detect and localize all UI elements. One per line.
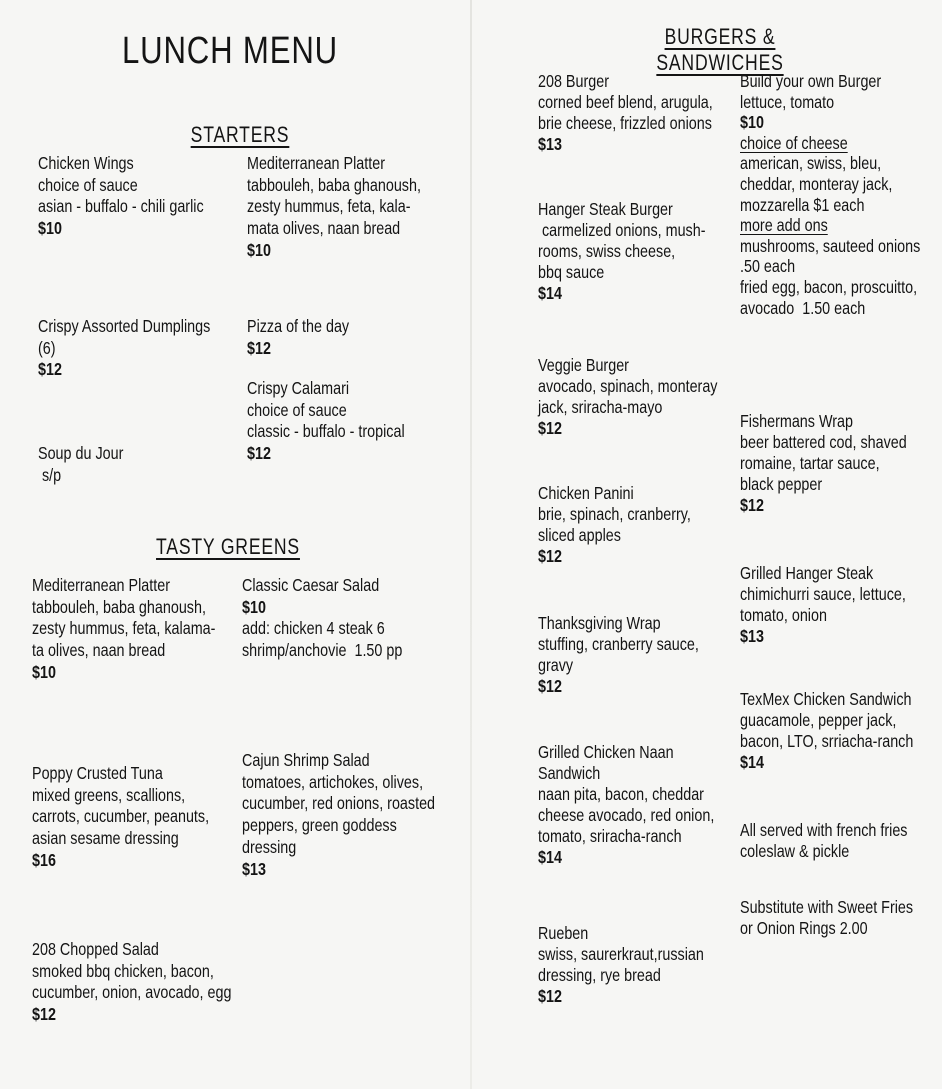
- item-price: $12: [38, 359, 62, 380]
- item-price: $12: [538, 676, 562, 696]
- item-name: Classic Caesar Salad: [242, 575, 380, 595]
- item-name: Pizza of the day: [247, 316, 350, 336]
- item-desc: lettuce, tomato: [740, 91, 835, 112]
- burger-208: [538, 71, 713, 155]
- cheese-option: american, swiss, bleu,: [740, 153, 882, 174]
- item-name: Grilled Chicken Naan: [538, 742, 674, 762]
- item-desc: (6): [38, 337, 56, 358]
- item-name: Poppy Crusted Tuna: [32, 763, 163, 783]
- greens-cajun-shrimp: [242, 750, 435, 880]
- addon-option: fried egg, bacon, proscuitto,: [740, 276, 918, 297]
- greens-mediterranean-platter: [32, 575, 215, 684]
- item-desc: peppers, green goddess: [242, 815, 397, 836]
- menu-title: LUNCH MENU: [122, 30, 338, 72]
- item-name: Chicken Panini: [538, 483, 634, 503]
- item-desc: zesty hummus, feta, kala-: [247, 196, 411, 217]
- burger-build-your-own: [740, 71, 920, 318]
- item-desc: cheese avocado, red onion,: [538, 805, 715, 825]
- item-desc: carmelized onions, mush-: [538, 220, 706, 240]
- item-desc: classic - buffalo - tropical: [247, 421, 405, 442]
- item-desc: mixed greens, scallions,: [32, 784, 186, 805]
- starter-soup: [38, 443, 123, 486]
- item-price: $10: [38, 218, 62, 239]
- greens-chopped-salad: [32, 939, 231, 1026]
- greens-poppy-tuna: [32, 763, 209, 872]
- item-desc: naan pita, bacon, cheddar: [538, 784, 704, 804]
- cheese-option: mozzarella $1 each: [740, 194, 865, 215]
- greens-heading: TASTY GREENS: [156, 534, 300, 559]
- item-desc: cucumber, onion, avocado, egg: [32, 982, 232, 1003]
- starters-heading: STARTERS: [190, 122, 290, 147]
- item-desc: rooms, swiss cheese,: [538, 241, 676, 261]
- item-desc: bacon, LTO, srriacha-ranch: [740, 731, 914, 751]
- item-price: $14: [740, 752, 764, 772]
- starter-calamari: [247, 378, 405, 465]
- page-fold: [470, 0, 472, 1089]
- item-price: $12: [538, 418, 562, 438]
- sandwich-grilled-chicken-naan: [538, 742, 714, 868]
- item-name: Grilled Hanger Steak: [740, 563, 874, 583]
- item-price: $14: [538, 283, 562, 303]
- item-name: Mediterranean Platter: [247, 153, 386, 173]
- item-desc: asian sesame dressing: [32, 828, 179, 849]
- item-name: Soup du Jour: [38, 443, 124, 463]
- item-desc: dressing, rye bread: [538, 965, 661, 985]
- item-price: $12: [538, 986, 562, 1006]
- item-desc: choice of sauce: [247, 399, 347, 420]
- item-price: $12: [538, 546, 562, 566]
- greens-caesar: [242, 575, 402, 662]
- item-price: $12: [247, 337, 271, 358]
- item-price: $10: [247, 239, 271, 260]
- item-price: $13: [740, 626, 764, 646]
- item-desc: carrots, cucumber, peanuts,: [32, 806, 210, 827]
- addon-option: mushrooms, sauteed onions: [740, 235, 921, 256]
- item-addon: shrimp/anchovie 1.50 pp: [242, 640, 403, 661]
- item-desc: dressing: [242, 836, 297, 857]
- item-price: $13: [538, 134, 562, 154]
- item-name: Fishermans Wrap: [740, 411, 853, 431]
- starter-mediterranean-platter: [247, 153, 421, 262]
- substitute-note: [740, 897, 913, 939]
- item-desc: Sandwich: [538, 763, 601, 783]
- item-name: Rueben: [538, 923, 589, 943]
- item-price: $10: [242, 596, 266, 617]
- item-desc: tabbouleh, baba ghanoush,: [32, 596, 206, 617]
- sandwich-fishermans-wrap: [740, 411, 907, 516]
- item-name: 208 Burger: [538, 71, 610, 91]
- item-desc: mata olives, naan bread: [247, 218, 401, 239]
- item-desc: choice of sauce: [38, 174, 138, 195]
- addon-option: .50 each: [740, 256, 796, 277]
- item-name: Thanksgiving Wrap: [538, 613, 661, 633]
- item-name: Build your own Burger: [740, 71, 882, 91]
- item-desc: stuffing, cranberry sauce,: [538, 634, 699, 654]
- item-price: $12: [247, 443, 271, 464]
- item-desc: swiss, saurerkraut,russian: [538, 944, 704, 964]
- item-desc: brie, spinach, cranberry,: [538, 504, 691, 524]
- item-price: $10: [32, 661, 56, 682]
- item-desc: tomatoes, artichokes, olives,: [242, 771, 424, 792]
- item-desc: romaine, tartar sauce,: [740, 453, 880, 473]
- item-price: $13: [242, 858, 266, 879]
- served-with-note: [740, 820, 907, 862]
- item-desc: ta olives, naan bread: [32, 640, 166, 661]
- item-name: Hanger Steak Burger: [538, 199, 673, 219]
- item-name: Chicken Wings: [38, 153, 134, 173]
- item-desc: avocado, spinach, monteray: [538, 376, 718, 396]
- burger-hanger-steak: [538, 199, 705, 304]
- note-line: Substitute with Sweet Fries: [740, 897, 914, 917]
- item-desc: smoked bbq chicken, bacon,: [32, 960, 214, 981]
- cheese-option: cheddar, monteray jack,: [740, 173, 893, 194]
- sandwich-chicken-panini: [538, 483, 691, 567]
- item-desc: corned beef blend, arugula,: [538, 92, 713, 112]
- item-desc: jack, sriracha-mayo: [538, 397, 663, 417]
- item-desc: tabbouleh, baba ghanoush,: [247, 174, 421, 195]
- addons-subheading: more add ons: [740, 215, 828, 236]
- cheese-subheading: choice of cheese: [740, 132, 848, 153]
- item-name: Veggie Burger: [538, 355, 629, 375]
- item-desc: asian - buffalo - chili garlic: [38, 196, 204, 217]
- sandwich-thanksgiving-wrap: [538, 613, 699, 697]
- item-name: Mediterranean Platter: [32, 575, 171, 595]
- sandwich-texmex-chicken: [740, 689, 913, 773]
- starter-chicken-wings: [38, 153, 204, 240]
- item-name: TexMex Chicken Sandwich: [740, 689, 912, 709]
- burgers-heading: BURGERS & SANDWICHES: [656, 24, 784, 75]
- item-addon: add: chicken 4 steak 6: [242, 618, 385, 639]
- item-price: $12: [32, 1004, 56, 1025]
- note-line: or Onion Rings 2.00: [740, 918, 868, 938]
- item-desc: sliced apples: [538, 525, 621, 545]
- burger-veggie: [538, 355, 717, 439]
- item-name: Cajun Shrimp Salad: [242, 750, 370, 770]
- starter-pizza: [247, 316, 349, 359]
- item-price: $12: [740, 495, 764, 515]
- sandwich-rueben: [538, 923, 704, 1007]
- note-line: coleslaw & pickle: [740, 841, 850, 861]
- item-desc: gravy: [538, 655, 574, 675]
- item-desc: s/p: [38, 464, 62, 485]
- item-price: $14: [538, 847, 562, 867]
- item-desc: brie cheese, frizzled onions: [538, 113, 712, 133]
- item-desc: bbq sauce: [538, 262, 605, 282]
- item-name: Crispy Calamari: [247, 378, 350, 398]
- item-desc: black pepper: [740, 474, 823, 494]
- item-desc: zesty hummus, feta, kalama-: [32, 618, 216, 639]
- sandwich-grilled-hanger-steak: [740, 563, 906, 647]
- addon-option: avocado 1.50 each: [740, 297, 866, 318]
- item-price: $10: [740, 112, 764, 133]
- item-desc: beer battered cod, shaved: [740, 432, 907, 452]
- item-price: $16: [32, 849, 56, 870]
- item-desc: chimichurri sauce, lettuce,: [740, 584, 906, 604]
- starter-dumplings: [38, 316, 210, 381]
- item-desc: tomato, sriracha-ranch: [538, 826, 682, 846]
- item-desc: guacamole, pepper jack,: [740, 710, 897, 730]
- item-desc: tomato, onion: [740, 605, 827, 625]
- item-name: 208 Chopped Salad: [32, 939, 159, 959]
- item-name: Crispy Assorted Dumplings: [38, 316, 211, 336]
- item-desc: cucumber, red onions, roasted: [242, 793, 436, 814]
- note-line: All served with french fries: [740, 820, 908, 840]
